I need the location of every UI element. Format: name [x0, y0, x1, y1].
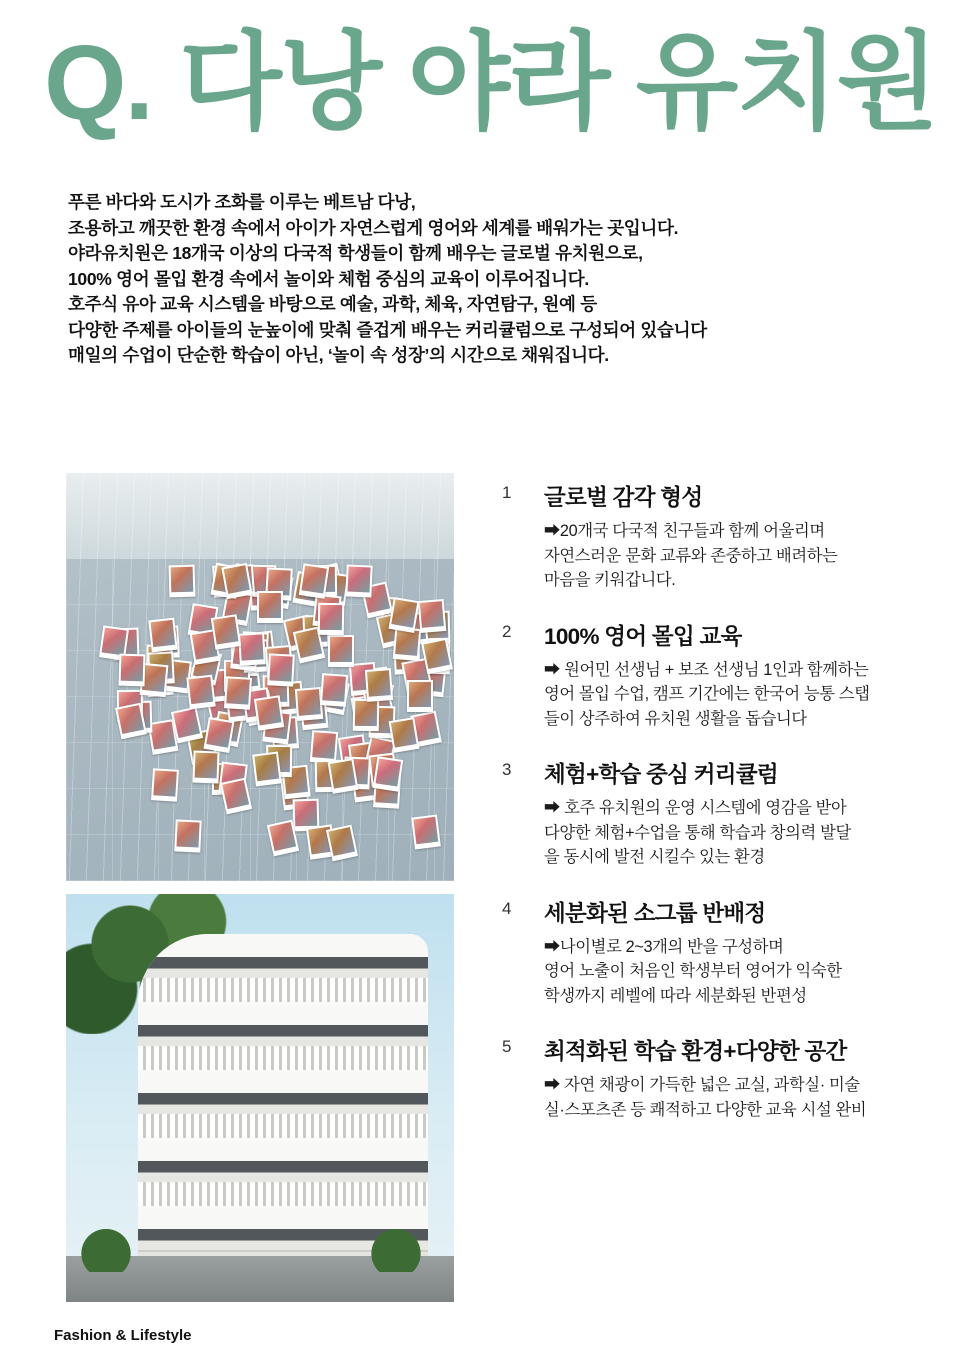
feature-number: 3: [502, 760, 512, 779]
intro-line: 호주식 유아 교육 시스템을 바탕으로 예술, 과학, 체육, 자연탐구, 원예 등: [68, 294, 597, 314]
polaroid-photo: [151, 768, 179, 802]
feature-body-line: ➡ 원어민 선생님 + 보조 선생님 1인과 함께하는: [544, 660, 869, 679]
polaroid-photo: [328, 635, 354, 667]
polaroid-photo: [320, 674, 348, 708]
polaroid-photo: [327, 758, 358, 794]
feature-body: [544, 1073, 940, 1122]
polaroid-photo: [299, 563, 329, 598]
feature-title: 체험+학습 중심 커리큘럼: [544, 762, 778, 787]
feature-body-line: 영어 몰입 수업, 캠프 기간에는 한국어 능통 스탭: [544, 685, 870, 703]
shrub: [76, 1226, 136, 1272]
feature-item-4: [490, 896, 940, 1009]
feature-number: 1: [502, 483, 512, 502]
intro-line: 푸른 바다와 도시가 조화를 이루는 베트남 다낭,: [68, 192, 416, 212]
feature-body-line: 실·스포츠존 등 쾌적하고 다양한 교육 시설 완비: [544, 1100, 867, 1119]
polaroid-photo: [365, 668, 393, 702]
polaroid-photo: [118, 654, 145, 687]
feature-item-2: [490, 619, 940, 732]
feature-title: 100% 영어 몰입 교육: [544, 623, 742, 649]
polaroid-photo: [295, 687, 323, 721]
feature-body-line: ➡ 자연 채광이 가득한 넓은 교실, 과학실· 미술: [544, 1076, 860, 1094]
polaroid-photo: [345, 564, 372, 597]
feature-item-5: [490, 1034, 940, 1122]
polaroid-photo: [267, 653, 295, 686]
building-facade: [138, 934, 428, 1264]
intro-line: 다양한 주제를 아이들의 눈높이에 맞춰 즐겁게 배우는 커리큘럼으로 구성되어 있습니다: [68, 319, 707, 340]
feature-body-line: ➡20개국 다국적 친구들과 함께 어울리며: [544, 522, 825, 540]
photo-polaroids-ceiling: [66, 473, 454, 881]
intro-line: 매일의 수업이 단순한 학습이 아닌, ‘놀이 속 성장’의 시간으로 채워집니다.: [68, 345, 609, 365]
feature-body: [544, 658, 940, 732]
feature-list: [490, 480, 940, 1148]
feature-body-line: 을 동시에 발전 시킬수 있는 환경: [544, 848, 765, 866]
polaroid-photo: [418, 599, 447, 633]
photo-kindergarten-building: [66, 894, 454, 1302]
polaroid-photo: [239, 632, 267, 665]
feature-number: 5: [502, 1037, 512, 1056]
polaroid-photo: [210, 614, 240, 649]
polaroid-photo: [372, 756, 402, 791]
polaroid-photo: [318, 603, 344, 635]
shrub: [366, 1226, 426, 1272]
polaroid-photo: [389, 717, 420, 753]
intro-paragraph: [68, 190, 928, 369]
feature-body-line: 들이 상주하여 유치원 생활을 돕습니다: [544, 709, 807, 728]
polaroid-photo: [256, 591, 282, 623]
intro-line: 조용하고 깨끗한 환경 속에서 아이가 자연스럽게 영어와 세계를 배워가는 곳입니다.: [68, 217, 679, 238]
polaroid-photo: [411, 815, 441, 850]
polaroid-photo: [192, 751, 219, 784]
polaroid-photo: [224, 676, 252, 710]
feature-body-line: 영어 노출이 처음인 학생부터 영어가 익숙한: [544, 962, 842, 980]
polaroid-photo: [407, 680, 433, 712]
feature-body-line: 다양한 체험+수업을 통해 학습과 창의력 발달: [544, 823, 851, 842]
feature-body: [544, 796, 940, 870]
intro-line: 야라유치원은 18개국 이상의 다국적 학생들이 함께 배우는 글로벌 유치원으로,: [68, 243, 643, 263]
polaroid-photo: [388, 597, 419, 633]
feature-number: 2: [502, 621, 512, 641]
feature-number: 4: [502, 898, 512, 918]
feature-title: 최적화된 학습 환경+다양한 공간: [544, 1039, 847, 1064]
polaroid-photo: [203, 717, 234, 753]
feature-title: 글로벌 감각 형성: [544, 485, 703, 510]
polaroid-photo: [169, 565, 196, 598]
feature-body-line: 마음을 키워갑니다.: [544, 571, 676, 589]
page-title: Q. 다낭 야라 유치원: [44, 24, 938, 142]
polaroid-photo: [186, 675, 215, 710]
footer-brand: Fashion & Lifestyle: [54, 1327, 192, 1344]
polaroid-photo: [254, 695, 284, 730]
feature-body-line: ➡나이별로 2~3개의 반을 구성하며: [544, 937, 784, 956]
polaroid-photo: [149, 618, 178, 653]
feature-body-line: 자연스러운 문화 교류와 존중하고 배려하는: [544, 546, 838, 565]
feature-body: [544, 519, 940, 593]
feature-body-line: 학생까지 레벨에 따라 세분화된 반편성: [544, 986, 807, 1005]
polaroid-photo: [252, 751, 282, 786]
feature-body-line: ➡ 호주 유치원의 운영 시스템에 영감을 받아: [544, 799, 847, 817]
feature-body: [544, 935, 940, 1009]
polaroid-photo: [353, 699, 379, 731]
intro-line: 100% 영어 몰입 환경 속에서 놀이와 체험 중심의 교육이 이루어집니다.: [68, 268, 589, 289]
feature-title: 세분화된 소그룹 반배정: [544, 900, 766, 926]
feature-item-1: [490, 480, 940, 593]
polaroid-photo: [175, 820, 202, 853]
feature-item-3: [490, 757, 940, 870]
